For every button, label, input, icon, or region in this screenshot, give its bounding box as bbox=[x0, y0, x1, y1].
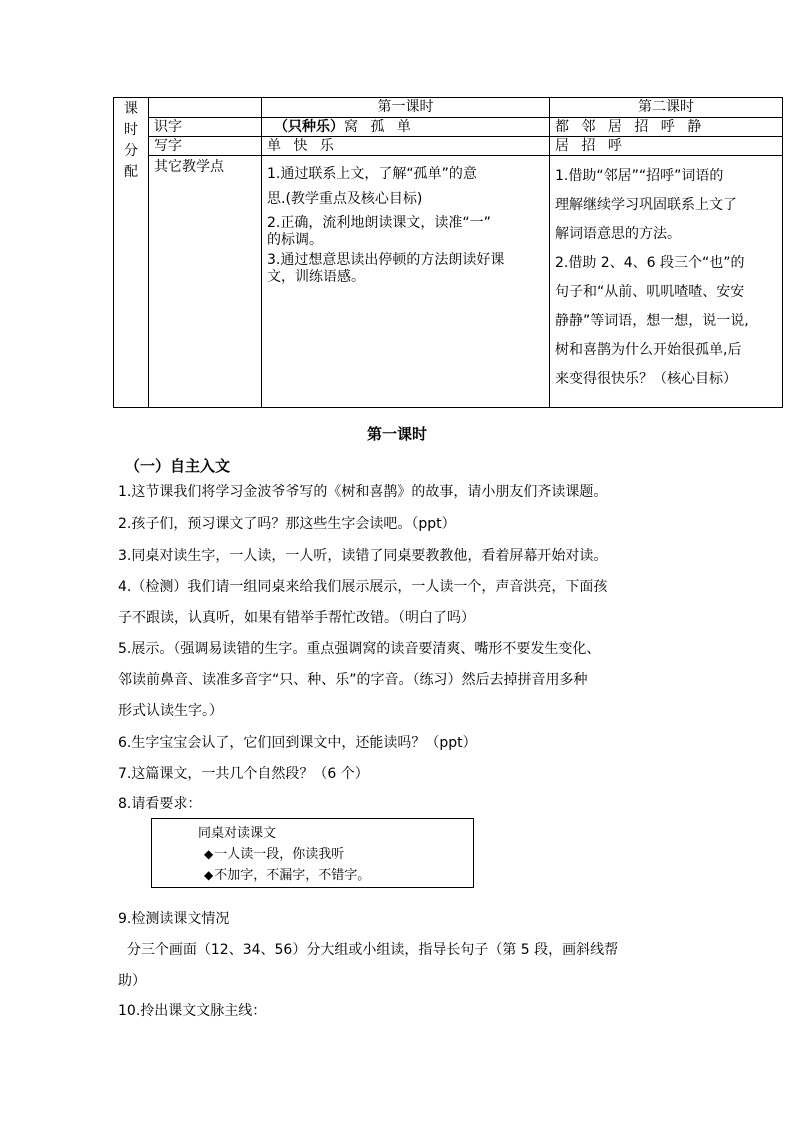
other-lesson2-line: 2.借助 2、4、6 段三个“也”的 bbox=[555, 255, 745, 271]
other-lesson1-line: 2.正确，流利地朗读课文，读准“一” bbox=[267, 215, 491, 231]
body-line: 助） bbox=[118, 973, 146, 989]
literacy-lesson1-chars: 窝 孤 单 bbox=[344, 119, 415, 135]
header-lesson1: 第一课时 bbox=[262, 98, 550, 118]
body-line: 10.拎出课文文脉主线： bbox=[118, 1003, 267, 1019]
side-label-char: 配 bbox=[124, 164, 138, 180]
header-empty-cell bbox=[149, 98, 262, 118]
body-line: 1.这节课我们将学习金波爷爷写的《树和喜鹊》的故事，请小朋友们齐读课题。 bbox=[118, 484, 608, 500]
other-lesson2-line: 静静”等词语，想一想，说一说, bbox=[555, 313, 749, 329]
requirement-item bbox=[198, 865, 473, 886]
other-lesson2 bbox=[550, 156, 783, 408]
body-line: 6.生字宝宝会认了，它们回到课文中，还能读吗？（ppt） bbox=[118, 735, 477, 751]
side-label-char: 分 bbox=[124, 143, 138, 159]
header-lesson2: 第二课时 bbox=[550, 98, 783, 118]
row-label-writing: 写字 bbox=[149, 137, 262, 156]
requirement-item-text: 一人读一段，你读我听 bbox=[214, 847, 345, 862]
other-lesson2-line: 理解继续学习巩固联系上文了 bbox=[555, 197, 737, 213]
other-lesson2-line: 树和喜鹊为什么开始很孤单,后 bbox=[555, 342, 742, 358]
body-line: 2.孩子们，预习课文了吗？那这些生字会读吧。（ppt） bbox=[118, 516, 456, 532]
body-line: 分三个画面（12、34、56）分大组或小组读，指导长句子（第 5 段，画斜线帮 bbox=[118, 942, 619, 958]
body-line: 子不跟读，认真听，如果有错举手帮忙改错。（明白了吗） bbox=[118, 610, 475, 626]
side-label-char: 时 bbox=[124, 122, 138, 138]
other-lesson2-line: 1.借助“邻居”“招呼”词语的 bbox=[555, 168, 724, 184]
body-line: 形式认读生字。） bbox=[118, 703, 223, 719]
literacy-lesson1 bbox=[262, 118, 550, 137]
writing-lesson1: 单 快 乐 bbox=[262, 137, 550, 156]
requirement-title: 同桌对读课文 bbox=[198, 826, 277, 841]
body-line: 5.展示。（强调易读错的生字。重点强调窝的读音要清爽、嘴形不要发生变化、 bbox=[118, 641, 601, 657]
other-lesson1-line: 文，训练语感。 bbox=[267, 269, 365, 285]
body-line: 8.请看要求： bbox=[118, 796, 202, 812]
side-label-cell bbox=[114, 98, 149, 408]
body-line: 4.（检测）我们请一组同桌来给我们展示展示，一人读一个，声音洪亮，下面孩 bbox=[118, 579, 608, 595]
requirement-item-text: 不加字，不漏字，不错字。 bbox=[214, 868, 371, 883]
diamond-bullet-icon: ◆ bbox=[204, 868, 214, 882]
other-lesson2-line: 来变得很快乐？（核心目标） bbox=[555, 371, 737, 387]
section1-title: （一）自主入文 bbox=[125, 457, 231, 475]
other-lesson1 bbox=[262, 156, 550, 408]
diamond-bullet-icon: ◆ bbox=[204, 847, 214, 861]
other-lesson1-line: 3.通过想意思读出停顿的方法朗读好课 bbox=[267, 252, 505, 268]
requirement-box bbox=[151, 818, 474, 888]
requirement-item bbox=[198, 844, 473, 865]
literacy-lesson1-prefix: （只种乐） bbox=[274, 119, 344, 135]
side-label-char: 课 bbox=[124, 101, 138, 117]
body-line: 3.同桌对读生字，一人读，一人听，读错了同桌要教教他，看着屏幕开始对读。 bbox=[118, 548, 608, 564]
lesson1-heading: 第一课时 bbox=[366, 425, 427, 443]
other-lesson2-line: 句子和“从前、叽叽喳喳、安安 bbox=[555, 284, 745, 300]
literacy-lesson2: 都 邻 居 招 呼 静 bbox=[550, 118, 783, 137]
other-lesson2-line: 解词语意思的方法。 bbox=[555, 226, 681, 242]
row-label-literacy: 识字 bbox=[149, 118, 262, 137]
writing-lesson2: 居 招 呼 bbox=[550, 137, 783, 156]
other-lesson1-line: 1.通过联系上文，了解“孤单”的意 bbox=[267, 166, 477, 182]
lesson-schedule-table bbox=[113, 97, 783, 408]
body-line: 邻读前鼻音、读准多音字“只、种、乐”的字音。（练习）然后去掉拼音用多种 bbox=[118, 672, 588, 688]
body-line: 7.这篇课文，一共几个自然段？（6 个） bbox=[118, 766, 369, 782]
body-line: 9.检测读课文情况 bbox=[118, 911, 230, 927]
other-lesson1-line: 的标调。 bbox=[267, 232, 323, 248]
other-lesson1-line: 思.(教学重点及核心目标) bbox=[267, 191, 423, 207]
row-label-other: 其它教学点 bbox=[149, 156, 262, 408]
